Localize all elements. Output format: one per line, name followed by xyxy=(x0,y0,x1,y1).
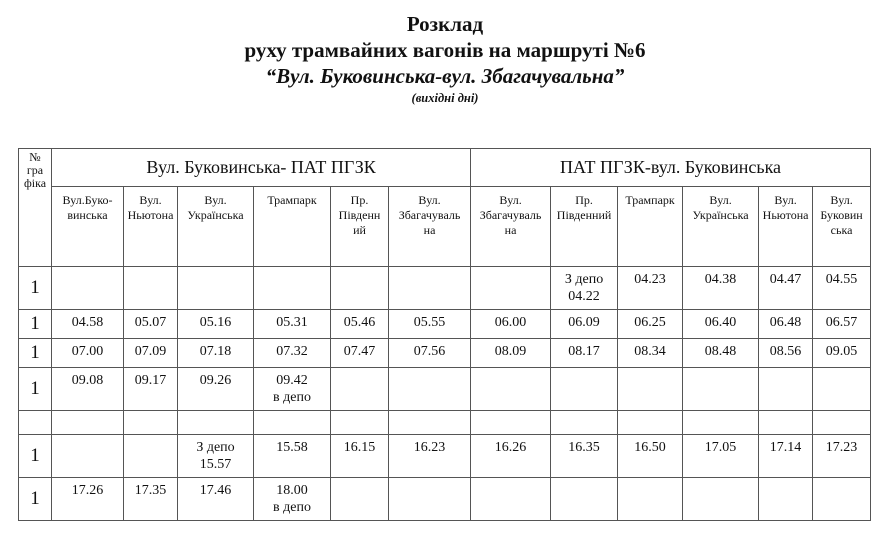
cell-line: 05.46 xyxy=(343,315,376,330)
direction-header-return: ПАТ ПГЗК-вул. Буковинська xyxy=(471,149,871,187)
schedule-row xyxy=(19,339,871,368)
schedule-subtitle: руху трамвайних вагонів на маршруті №6 xyxy=(244,38,646,62)
cell-line: 16.23 xyxy=(413,440,446,455)
time-cell xyxy=(618,339,683,368)
cell-line: 04.23 xyxy=(634,272,666,287)
time-cell xyxy=(759,267,813,310)
time-cell xyxy=(813,411,871,435)
cell-line: 09.26 xyxy=(199,373,232,388)
time-cell xyxy=(178,478,254,521)
time-cell xyxy=(178,339,254,368)
direction-header-row xyxy=(19,149,871,187)
stops-header-row xyxy=(19,187,871,267)
time-cell xyxy=(813,339,871,368)
time-cell xyxy=(471,267,551,310)
time-cell xyxy=(52,339,124,368)
cell-line: 07.18 xyxy=(199,344,232,359)
time-cell xyxy=(389,310,471,339)
time-cell xyxy=(254,411,331,435)
time-cell xyxy=(124,339,178,368)
cell-line: 06.25 xyxy=(634,315,666,330)
time-cell xyxy=(124,411,178,435)
cell-line: гра xyxy=(26,163,44,177)
time-cell xyxy=(254,368,331,411)
cell-line: 04.22 xyxy=(568,289,600,304)
time-cell xyxy=(178,310,254,339)
time-cell xyxy=(331,411,389,435)
cell-line: Вул. xyxy=(139,193,162,207)
cell-line: 04.38 xyxy=(704,272,737,287)
timetable xyxy=(18,148,871,521)
time-cell xyxy=(551,267,618,310)
time-cell xyxy=(331,368,389,411)
stop-header xyxy=(52,187,124,267)
direction-header-outbound: Вул. Буковинська- ПАТ ПГЗК xyxy=(52,149,471,187)
cell-line: 17.26 xyxy=(71,483,104,498)
cell-line: 06.48 xyxy=(769,315,802,330)
cell-line: 15.57 xyxy=(199,457,232,472)
time-cell xyxy=(52,411,124,435)
time-cell xyxy=(759,339,813,368)
time-cell xyxy=(551,368,618,411)
time-cell xyxy=(124,435,178,478)
cell-line: Вул. xyxy=(774,193,797,207)
cell-line: на xyxy=(504,223,517,237)
cell-line: 09.42 xyxy=(276,373,308,388)
time-cell xyxy=(471,435,551,478)
schedule-number-cell: 1 xyxy=(19,478,52,521)
time-cell xyxy=(331,478,389,521)
time-cell xyxy=(389,267,471,310)
time-cell xyxy=(254,435,331,478)
cell-line: винська xyxy=(67,208,108,222)
time-cell xyxy=(813,310,871,339)
schedule-number-cell: 1 xyxy=(19,368,52,411)
schedule-row xyxy=(19,310,871,339)
time-cell xyxy=(254,267,331,310)
time-cell xyxy=(254,310,331,339)
stop-header xyxy=(178,187,254,267)
cell-line: З депо xyxy=(564,272,604,287)
time-cell xyxy=(683,478,759,521)
cell-line: Збагачуваль xyxy=(479,208,542,222)
stop-header xyxy=(759,187,813,267)
time-cell xyxy=(124,478,178,521)
time-cell xyxy=(178,267,254,310)
cell-line: 17.05 xyxy=(704,440,737,455)
cell-line: фіка xyxy=(23,176,47,190)
cell-line: 05.31 xyxy=(276,315,308,330)
cell-line: Південний xyxy=(556,208,612,222)
cell-line: Пр. xyxy=(575,193,593,207)
route-name: “Вул. Буковинська-вул. Збагачувальна” xyxy=(265,64,625,88)
time-cell xyxy=(759,478,813,521)
cell-line: 07.32 xyxy=(276,344,308,359)
cell-line: 06.09 xyxy=(568,315,600,330)
time-cell xyxy=(52,478,124,521)
cell-line: 04.47 xyxy=(769,272,802,287)
time-cell xyxy=(618,310,683,339)
time-cell xyxy=(813,368,871,411)
time-cell xyxy=(683,368,759,411)
cell-line: 16.35 xyxy=(568,440,600,455)
cell-line: 06.57 xyxy=(825,315,858,330)
time-cell xyxy=(52,435,124,478)
time-cell xyxy=(618,368,683,411)
time-cell xyxy=(551,339,618,368)
time-cell xyxy=(618,435,683,478)
time-cell xyxy=(124,267,178,310)
time-cell xyxy=(759,368,813,411)
time-cell xyxy=(683,411,759,435)
schedule-number-header xyxy=(19,149,52,267)
stop-header xyxy=(124,187,178,267)
time-cell xyxy=(254,339,331,368)
time-cell xyxy=(551,310,618,339)
cell-line: Збагачуваль xyxy=(398,208,461,222)
cell-line: Трампарк xyxy=(267,193,317,207)
time-cell xyxy=(759,435,813,478)
cell-line: Ньютона xyxy=(127,208,174,222)
schedule-row xyxy=(19,411,871,435)
cell-line: Українська xyxy=(692,208,749,222)
cell-line: Південн xyxy=(338,208,381,222)
cell-line: 16.50 xyxy=(634,440,666,455)
cell-line: 07.56 xyxy=(413,344,446,359)
cell-line: Буковин xyxy=(820,208,863,222)
cell-line: в депо xyxy=(273,500,311,515)
time-cell xyxy=(471,310,551,339)
time-cell xyxy=(551,411,618,435)
stop-header xyxy=(331,187,389,267)
cell-line: ська xyxy=(830,223,853,237)
schedule-number-cell: 1 xyxy=(19,310,52,339)
stop-header xyxy=(683,187,759,267)
time-cell xyxy=(551,478,618,521)
cell-line: 04.58 xyxy=(71,315,104,330)
cell-line: 17.46 xyxy=(199,483,232,498)
cell-line: Ньютона xyxy=(762,208,809,222)
cell-line: № xyxy=(29,150,41,164)
time-cell xyxy=(124,310,178,339)
cell-line: 08.34 xyxy=(634,344,666,359)
cell-line: 07.47 xyxy=(343,344,376,359)
schedule-row xyxy=(19,478,871,521)
time-cell xyxy=(389,411,471,435)
time-cell xyxy=(813,478,871,521)
time-cell xyxy=(813,435,871,478)
cell-line: 16.26 xyxy=(494,440,527,455)
cell-line: Трампарк xyxy=(625,193,675,207)
cell-line: 08.17 xyxy=(568,344,600,359)
cell-line: З депо xyxy=(196,440,235,455)
time-cell xyxy=(618,478,683,521)
time-cell xyxy=(178,411,254,435)
time-cell xyxy=(683,435,759,478)
cell-line: 15.58 xyxy=(276,440,308,455)
stop-header xyxy=(813,187,871,267)
time-cell xyxy=(813,267,871,310)
schedule-number-cell: 1 xyxy=(19,339,52,368)
cell-line: 17.14 xyxy=(769,440,802,455)
cell-line: 06.00 xyxy=(494,315,527,330)
cell-line: 09.05 xyxy=(825,344,858,359)
schedule-row xyxy=(19,368,871,411)
stop-header xyxy=(254,187,331,267)
stop-header xyxy=(551,187,618,267)
cell-line: Вул. xyxy=(830,193,853,207)
cell-line: 17.35 xyxy=(134,483,167,498)
cell-line: в депо xyxy=(273,390,311,405)
schedule-number-cell xyxy=(19,411,52,435)
time-cell xyxy=(683,310,759,339)
cell-line: Вул.Буко- xyxy=(62,193,113,207)
schedule-row xyxy=(19,435,871,478)
time-cell xyxy=(471,339,551,368)
cell-line: 08.56 xyxy=(769,344,802,359)
cell-line: 05.55 xyxy=(413,315,446,330)
cell-line: 18.00 xyxy=(276,483,308,498)
day-type-note: (вихідні дні) xyxy=(411,91,479,105)
stop-header xyxy=(618,187,683,267)
time-cell xyxy=(683,339,759,368)
time-cell xyxy=(124,368,178,411)
cell-line: 05.16 xyxy=(199,315,232,330)
time-cell xyxy=(331,339,389,368)
time-cell xyxy=(683,267,759,310)
time-cell xyxy=(178,435,254,478)
time-cell xyxy=(759,411,813,435)
cell-line: 04.55 xyxy=(825,272,858,287)
time-cell xyxy=(389,435,471,478)
time-cell xyxy=(471,478,551,521)
cell-line: 09.08 xyxy=(71,373,104,388)
cell-line: Вул. xyxy=(418,193,441,207)
time-cell xyxy=(618,411,683,435)
cell-line: 08.48 xyxy=(704,344,737,359)
time-cell xyxy=(389,339,471,368)
time-cell xyxy=(618,267,683,310)
schedule-number-cell: 1 xyxy=(19,267,52,310)
schedule-number-cell: 1 xyxy=(19,435,52,478)
time-cell xyxy=(52,267,124,310)
cell-line: Вул. xyxy=(499,193,522,207)
time-cell xyxy=(389,368,471,411)
time-cell xyxy=(389,478,471,521)
cell-line: 09.17 xyxy=(134,373,167,388)
time-cell xyxy=(759,310,813,339)
cell-line: 17.23 xyxy=(825,440,858,455)
time-cell xyxy=(52,310,124,339)
time-cell xyxy=(551,435,618,478)
cell-line: 16.15 xyxy=(343,440,376,455)
time-cell xyxy=(331,267,389,310)
cell-line: 07.09 xyxy=(134,344,167,359)
cell-line: Українська xyxy=(187,208,244,222)
cell-line: на xyxy=(423,223,436,237)
cell-line: ий xyxy=(353,223,366,237)
schedule-title: Розклад xyxy=(406,12,484,36)
time-cell xyxy=(331,310,389,339)
time-cell xyxy=(52,368,124,411)
time-cell xyxy=(331,435,389,478)
cell-line: 06.40 xyxy=(704,315,737,330)
time-cell xyxy=(471,411,551,435)
schedule-row xyxy=(19,267,871,310)
stop-header xyxy=(389,187,471,267)
time-cell xyxy=(254,478,331,521)
cell-line: 07.00 xyxy=(71,344,104,359)
cell-line: Вул. xyxy=(204,193,227,207)
time-cell xyxy=(471,368,551,411)
cell-line: Пр. xyxy=(350,193,369,207)
cell-line: Вул. xyxy=(709,193,732,207)
cell-line: 08.09 xyxy=(494,344,527,359)
time-cell xyxy=(178,368,254,411)
cell-line: 05.07 xyxy=(134,315,167,330)
stop-header xyxy=(471,187,551,267)
